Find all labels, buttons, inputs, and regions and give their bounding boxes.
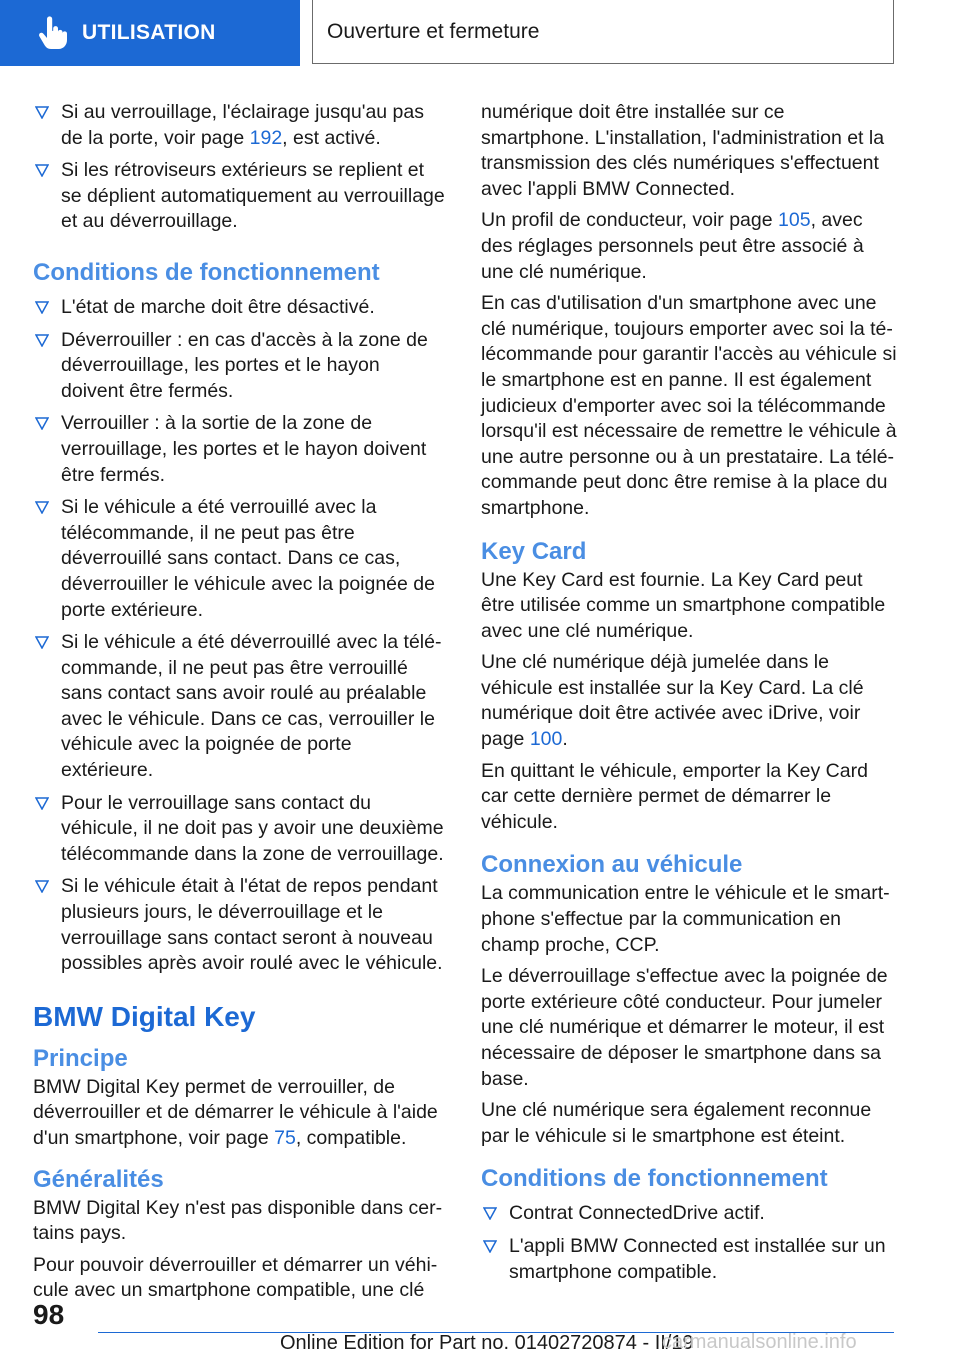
- page-link[interactable]: 75: [274, 1127, 296, 1149]
- section-heading: Conditions de fonctionnement: [481, 1165, 828, 1193]
- left-column: [33, 100, 447, 1310]
- section-tab-label: UTILISATION: [82, 21, 216, 44]
- list-item: Si le véhicule était à l'état de repos pendant plusieurs jours, le déverrouillage et le verrouillage sans contact seront à nouveau possibles après avoir roulé avec le véhicule.: [33, 874, 447, 976]
- bullet-triangle-icon: [35, 334, 49, 347]
- list-item: Si au verrouillage, l'éclairage jusqu'au pas de la porte, voir page 192, est activé.: [33, 100, 447, 151]
- edition-note: Online Edition for Part no. 01402720874 - II/19: [280, 1332, 694, 1354]
- list-item: Déverrouiller : en cas d'accès à la zone de déverrouillage, les portes et le hayon doivent être fermés.: [33, 328, 447, 405]
- page-link[interactable]: 192: [249, 126, 283, 149]
- bullet-triangle-icon: [35, 106, 49, 119]
- section-heading: Key Card: [481, 537, 587, 565]
- page-header: [0, 0, 960, 66]
- paragraph: Une Key Card est fournie. La Key Card peut être utilisée comme un smartphone compatible avec une clé numérique.: [481, 568, 886, 642]
- section-heading: Connexion au véhicule: [481, 851, 743, 879]
- section-heading: Conditions de fonctionnement: [33, 258, 380, 286]
- paragraph: BMW Digital Key n'est pas disponible dans certains pays.: [33, 1196, 443, 1245]
- list-item: Contrat ConnectedDrive actif.: [481, 1201, 897, 1227]
- chapter-heading: BMW Digital Key: [33, 1000, 256, 1032]
- paragraph: numérique doit être installée sur ce smartphone. L'installation, l'administration et la transmission des clés numériques s'effectuent avec l'appli BMW Connected.: [481, 101, 885, 200]
- list-item: Si le véhicule a été déverrouillé avec la télécommande, il ne peut pas être verrouillé sans contact sans avoir roulé au préalable avec le véhicule. Dans ce cas, verrouiller le véhicule avec la poignée de porte extérieure.: [33, 630, 447, 784]
- paragraph: Une clé numérique déjà jumelée dans le véhicule est installée sur la Key Card. La clé numérique doit être activée avec iDrive, voir page 100.: [481, 651, 864, 751]
- paragraph: En cas d'utilisation d'un smartphone avec une clé numérique, toujours emporter avec soi la télécommande pour garantir l'accès au véhicule si le smartphone est en panne. Il est également judicieux d'emporter avec soi la télécommande lorsqu'il est nécessaire de remettre le véhicule à une autre personne ou à un prestataire. La télécommande peut donc être remise à la place du smartphone.: [481, 292, 897, 519]
- page-number: 98: [33, 1299, 65, 1330]
- paragraph: La communication entre le véhicule et le smartphone s'effectue par la communication en champ proche, CCP.: [481, 882, 890, 956]
- bullet-triangle-icon: [35, 880, 49, 893]
- bullet-triangle-icon: [35, 797, 49, 810]
- intro-bullet-list: [33, 100, 447, 235]
- chapter-title-box: [312, 0, 894, 64]
- paragraph: Une clé numérique sera également reconnue par le véhicule si le smartphone est éteint.: [481, 1099, 872, 1147]
- bullet-triangle-icon: [35, 417, 49, 430]
- bullet-triangle-icon: [35, 636, 49, 649]
- hand-pointer-icon: [30, 11, 74, 55]
- list-item: Verrouiller : à la sortie de la zone de verrouillage, les portes et le hayon doivent être fermés.: [33, 411, 447, 488]
- list-item: Pour le verrouillage sans contact du véhicule, il ne doit pas y avoir une deuxième télécommande dans la zone de verrouillage.: [33, 791, 447, 868]
- section-tab[interactable]: [0, 0, 300, 66]
- list-item: Si les rétroviseurs extérieurs se replient et se déplient automatiquement au verrouillage et au déverrouillage.: [33, 158, 447, 235]
- page-link[interactable]: 100: [529, 728, 563, 751]
- conditions-bullet-list: [33, 295, 447, 977]
- paragraph: BMW Digital Key permet de verrouiller, de déverrouiller et de démarrer le véhicule à l'aide d'un smartphone, voir page 75, compatible.: [33, 1075, 438, 1149]
- bullet-triangle-icon: [35, 501, 49, 514]
- paragraph: Pour pouvoir déverrouiller et démarrer un véhicule avec un smartphone compatible, une clé: [33, 1253, 438, 1302]
- conditions-bullet-list: [481, 1201, 897, 1285]
- paragraph: Le déverrouillage s'effectue avec la poignée de porte extérieure côté conducteur. Pour jumeler une clé numérique et démarrer le moteur, il est nécessaire de déposer le smartphone dans sa base.: [481, 965, 888, 1090]
- paragraph: En quittant le véhicule, emporter la Key Card car cette dernière permet de démarrer le véhicule.: [481, 759, 868, 833]
- bullet-triangle-icon: [35, 164, 49, 177]
- list-item: L'appli BMW Connected est installée sur un smartphone compatible.: [481, 1234, 897, 1285]
- bullet-triangle-icon: [35, 301, 49, 314]
- right-column: [481, 100, 897, 1292]
- watermark: carmanualsonline.info: [662, 1331, 857, 1353]
- paragraph: Un profil de conducteur, voir page 105, avec des réglages personnels peut être associé à une clé numérique.: [481, 209, 864, 283]
- chapter-title: Ouverture et fermeture: [327, 19, 540, 43]
- section-heading: Généralités: [33, 1165, 164, 1193]
- bullet-triangle-icon: [483, 1240, 497, 1253]
- list-item: Si le véhicule a été verrouillé avec la télécommande, il ne peut pas être déverrouillé sans contact. Dans ce cas, déverrouiller le véhicule avec la poignée de porte extérieure.: [33, 495, 447, 623]
- list-item: L'état de marche doit être désactivé.: [33, 295, 447, 321]
- bullet-triangle-icon: [483, 1207, 497, 1220]
- page-link[interactable]: 105: [778, 209, 811, 232]
- section-heading: Principe: [33, 1044, 128, 1072]
